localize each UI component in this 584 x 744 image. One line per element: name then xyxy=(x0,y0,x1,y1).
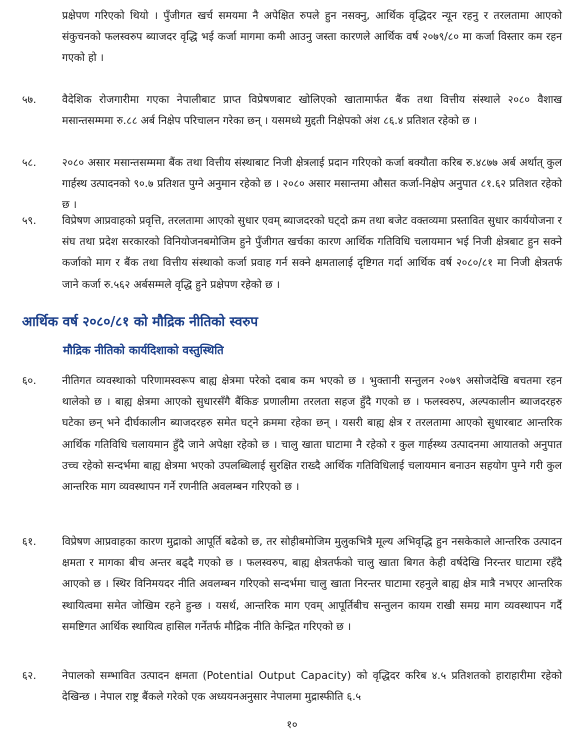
paragraph-text: नीतिगत व्यवस्थाको परिणामस्वरूप बाह्य क्षेत्रमा परेको दबाब कम भएको छ । भुक्तानी सन्तुलन २०७९ असोजदेखि बचतमा रहन थालेको छ । बाह्य क्षेत्रमा आएको सुधारसँगै बैंकिङ प्रणालीमा तरलता सहज हुँदै गएको छ । फलस्वरुप, अल्पकालीन ब्याजदरहरु घटेका छन् भने दीर्घकालीन ब्याजदरहरु समेत घट्ने क्रममा रहेका छन् । यसरी बाह्य क्षेत्र र तरलतामा आएको सुधारबाट आन्तरिक आर्थिक गतिविधि चलायमान हुँदै जाने अपेक्षा रहेको छ । चालु खाता घाटामा नै रहेको र कुल गार्हस्थ्य उत्पादनमा आयातको अनुपात उच्च रहेको सन्दर्भमा बाह्य क्षेत्रमा भएको उपलब्धिलाई सुरक्षित राख्दै आर्थिक गतिविधिलाई चलायमान बनाउन सहयोग पुग्ने गरी कुल आन्तरिक माग व्यवस्थापन गर्ने रणनीति अवलम्बन गरिएको छ । xyxy=(62,375,562,494)
paragraph-number: ५९. xyxy=(22,215,37,227)
paragraph-number: ६२. xyxy=(22,670,37,682)
page-number: १० xyxy=(286,719,298,731)
paragraph-number: ५७. xyxy=(22,94,37,106)
sub-heading: मौद्रिक नीतिको कार्यदिशाको वस्तुस्थिति xyxy=(63,343,224,357)
paragraph-text: २०८० असार मसान्तसम्ममा बैंक तथा वित्तीय संस्थाबाट निजी क्षेत्रलाई प्रदान गरिएको कर्जा बक्यौता करिब रु.४८७७ अर्ब अर्थात् कुल गार्हस्थ उत्पादनको ९०.७ प्रतिशत पुग्ने अनुमान रहेको छ । २०८० असार मसान्तमा औसत कर्जा-निक्षेप अनुपात ८१.६२ प्रतिशत रहेको छ । xyxy=(62,157,562,212)
paragraph-number: ६०. xyxy=(22,375,37,387)
paragraph-text: वैदेशिक रोजगारीमा गएका नेपालीबाट प्राप्त विप्रेषणबाट खोलिएको खातामार्फत बैंक तथा वित्तीय संस्थाले २०८० वैशाख मसान्तसम्ममा रु.८८ अर्ब निक्षेप परिचालन गरेका छन् । यसमध्ये मुद्दती निक्षेपको अंश ८६.४ प्रतिशत रहेको छ । xyxy=(62,94,562,128)
continued-paragraph: प्रक्षेपण गरिएको थियो । पुँजीगत खर्च समयमा नै अपेक्षित रुपले हुन नसक्नु, आर्थिक वृद्धिदर न्यून रहनु र तरलतामा आएको संकुचनको फलस्वरुप ब्याजदर वृद्धि भई कर्जा मागमा कमी आउनु जस्ता कारणले आर्थिक वर्ष २०७९/८० मा कर्जा विस्तार कम रहन गएको हो । xyxy=(62,10,562,65)
section-heading: आर्थिक वर्ष २०८०/८१ को मौद्रिक नीतिको स्वरुप xyxy=(22,315,258,330)
paragraph-text: विप्रेषण आप्रवाहको प्रवृत्ति, तरलतामा आएको सुधार एवम् ब्याजदरको घट्दो क्रम तथा बजेट वक्तव्यमा प्रस्तावित सुधार कार्ययोजना र संघ तथा प्रदेश सरकारको विनियोजनबमोजिम हुने पुँजीगत खर्चका कारण आर्थिक गतिविधि चलायमान भई निजी क्षेत्रबाट हुन सक्ने कर्जाको माग र बैंक तथा वित्तीय संस्थाको कर्जा प्रवाह गर्न सक्ने क्षमतालाई दृष्टिगत गर्दा आर्थिक वर्ष २०८०/८१ मा निजी क्षेत्रतर्फ जाने कर्जा रु.५६२ अर्बसम्मले वृद्धि हुने प्रक्षेपण रहेको छ । xyxy=(62,215,562,291)
paragraph-number: ५८. xyxy=(22,157,37,169)
paragraph-text: नेपालको सम्भावित उत्पादन क्षमता (Potential Output Capacity) को वृद्धिदर करिब ४.५ प्रतिशतको हाराहारीमा रहेको देखिन्छ । नेपाल राष्ट्र बैंकले गरेको एक अध्ययनअनुसार नेपालमा मुद्रास्फीति ६.५ xyxy=(62,670,562,704)
paragraph-number: ६१. xyxy=(22,536,37,548)
paragraph-text: विप्रेषण आप्रवाहका कारण मुद्राको आपूर्ति बढेको छ, तर सोहीबमोजिम मुलुकभित्रै मूल्य अभिवृद्धि हुन नसकेकाले आन्तरिक उत्पादन क्षमता र मागका बीच अन्तर बढ्दै गएको छ । फलस्वरुप, बाह्य क्षेत्रतर्फको चालु खाता बिगत केही वर्षदेखि निरन्तर घाटामा रहँदै आएको छ । स्थिर विनिमयदर नीति अवलम्बन गरिएको सन्दर्भमा चालु खाता निरन्तर घाटामा रहनुले बाह्य क्षेत्र मात्रै नभएर आन्तरिक स्थायित्वमा समेत जोखिम रहने हुन्छ । यसर्थ, आन्तरिक माग एवम् आपूर्तिबीच सन्तुलन कायम राखी समग्र माग व्यवस्थापन गर्दै समष्टिगत आर्थिक स्थायित्व हासिल गर्नेतर्फ मौद्रिक नीति केन्द्रित गरिएको छ । xyxy=(62,536,562,633)
